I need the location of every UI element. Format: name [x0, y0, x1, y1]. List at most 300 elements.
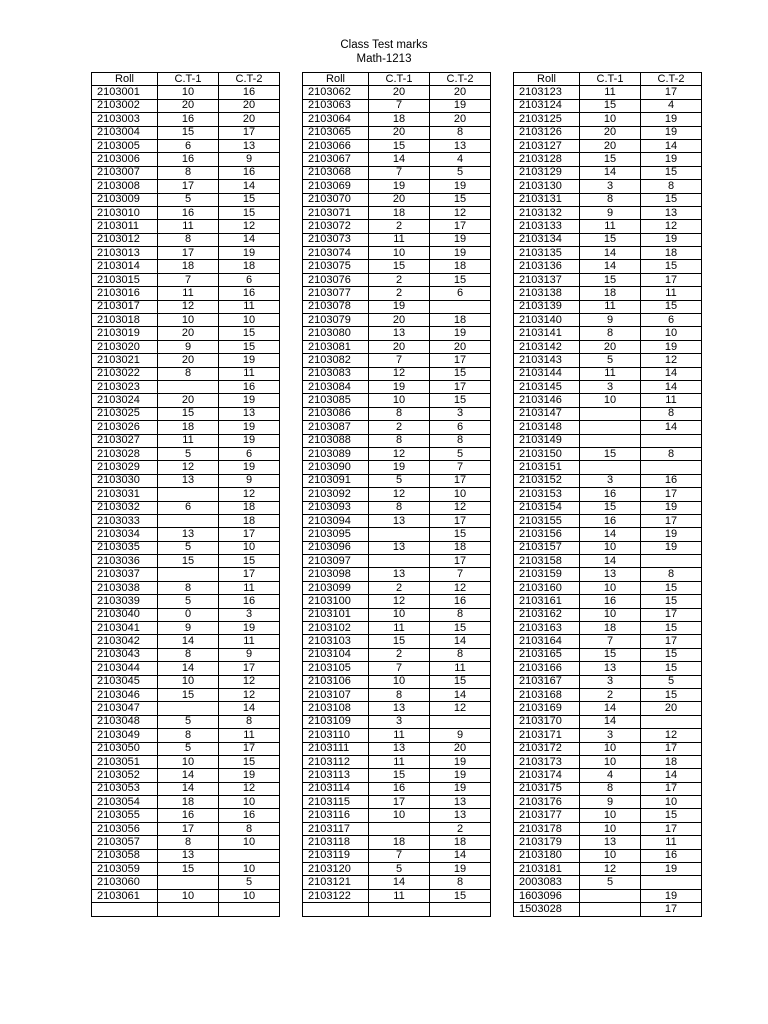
roll-cell: 2103111 — [303, 742, 369, 755]
roll-cell: 2103067 — [303, 153, 369, 166]
ct1-cell: 18 — [158, 796, 219, 809]
roll-cell: 2103086 — [303, 407, 369, 420]
table-row — [92, 648, 280, 661]
ct1-header: C.T-1 — [369, 73, 430, 86]
table-row — [92, 635, 280, 648]
roll-cell: 2103010 — [92, 206, 158, 219]
ct1-cell: 5 — [158, 715, 219, 728]
roll-cell: 2103087 — [303, 421, 369, 434]
roll-cell: 2103100 — [303, 595, 369, 608]
roll-cell: 2103053 — [92, 782, 158, 795]
ct1-cell: 14 — [369, 153, 430, 166]
roll-cell: 2103033 — [92, 514, 158, 527]
table-row — [92, 126, 280, 139]
ct2-cell: 17 — [641, 608, 702, 621]
roll-cell: 2103166 — [514, 662, 580, 675]
roll-cell: 2103093 — [303, 501, 369, 514]
roll-cell: 2103116 — [303, 809, 369, 822]
table-row — [92, 488, 280, 501]
ct2-cell: 18 — [641, 247, 702, 260]
table-row — [303, 407, 491, 420]
table-row — [92, 755, 280, 768]
ct1-cell: 11 — [369, 622, 430, 635]
table-row — [303, 836, 491, 849]
ct2-cell: 12 — [641, 354, 702, 367]
table-row — [303, 876, 491, 889]
ct1-cell: 13 — [158, 528, 219, 541]
ct2-cell: 19 — [430, 863, 491, 876]
ct1-cell — [580, 461, 641, 474]
table-row — [303, 380, 491, 393]
table-row — [514, 367, 702, 380]
ct1-cell: 5 — [158, 541, 219, 554]
ct2-cell: 15 — [430, 394, 491, 407]
roll-cell: 2103083 — [303, 367, 369, 380]
ct1-cell: 15 — [580, 501, 641, 514]
header-row — [92, 73, 280, 86]
roll-cell: 2103047 — [92, 702, 158, 715]
roll-cell: 2103136 — [514, 260, 580, 273]
roll-header: Roll — [514, 73, 580, 86]
roll-cell: 2103144 — [514, 367, 580, 380]
roll-cell: 2103020 — [92, 340, 158, 353]
table-row — [92, 287, 280, 300]
ct1-cell: 15 — [580, 447, 641, 460]
ct2-cell: 19 — [430, 180, 491, 193]
ct2-cell — [219, 903, 280, 916]
ct2-cell: 15 — [430, 367, 491, 380]
roll-cell: 2103098 — [303, 568, 369, 581]
table-row — [303, 755, 491, 768]
ct1-cell: 16 — [580, 488, 641, 501]
ct2-cell: 6 — [641, 314, 702, 327]
roll-cell: 2103110 — [303, 729, 369, 742]
ct1-cell: 12 — [369, 595, 430, 608]
ct1-cell — [158, 488, 219, 501]
table-row — [514, 648, 702, 661]
ct1-cell: 5 — [369, 863, 430, 876]
ct2-cell: 12 — [641, 729, 702, 742]
roll-cell: 2103112 — [303, 755, 369, 768]
ct1-cell: 11 — [158, 287, 219, 300]
ct1-cell: 11 — [369, 233, 430, 246]
ct2-cell: 15 — [641, 688, 702, 701]
table-row — [514, 488, 702, 501]
ct2-cell: 15 — [641, 809, 702, 822]
roll-cell: 2103016 — [92, 287, 158, 300]
ct1-cell: 20 — [580, 126, 641, 139]
table-row — [92, 581, 280, 594]
table-row — [303, 863, 491, 876]
ct2-cell: 13 — [430, 809, 491, 822]
table-row — [514, 608, 702, 621]
ct2-cell: 17 — [219, 742, 280, 755]
roll-cell: 2103132 — [514, 206, 580, 219]
table-row — [303, 139, 491, 152]
ct2-cell — [430, 715, 491, 728]
ct2-cell: 8 — [641, 180, 702, 193]
ct1-cell: 18 — [580, 287, 641, 300]
roll-cell: 2103052 — [92, 769, 158, 782]
roll-cell: 2103101 — [303, 608, 369, 621]
ct1-cell: 20 — [580, 139, 641, 152]
roll-cell: 2103126 — [514, 126, 580, 139]
ct2-cell: 15 — [219, 327, 280, 340]
table-row — [92, 555, 280, 568]
roll-cell: 2103044 — [92, 662, 158, 675]
table-row — [92, 836, 280, 849]
table-row — [303, 635, 491, 648]
roll-cell: 2103036 — [92, 555, 158, 568]
ct2-cell: 12 — [219, 675, 280, 688]
roll-cell: 2103064 — [303, 113, 369, 126]
ct2-cell: 10 — [641, 796, 702, 809]
ct2-cell: 19 — [641, 528, 702, 541]
ct2-cell: 15 — [430, 622, 491, 635]
ct1-cell: 2 — [369, 287, 430, 300]
roll-cell: 2103095 — [303, 528, 369, 541]
table-row — [303, 555, 491, 568]
table-row — [514, 581, 702, 594]
roll-cell: 2103015 — [92, 273, 158, 286]
ct1-cell: 14 — [580, 528, 641, 541]
ct2-cell: 8 — [641, 568, 702, 581]
ct1-cell — [158, 702, 219, 715]
roll-cell: 2103102 — [303, 622, 369, 635]
ct1-cell: 19 — [369, 380, 430, 393]
ct1-cell: 2 — [369, 421, 430, 434]
ct1-cell: 20 — [369, 193, 430, 206]
ct2-cell: 20 — [219, 99, 280, 112]
table-row — [303, 314, 491, 327]
ct2-cell: 4 — [641, 99, 702, 112]
ct2-cell: 15 — [641, 581, 702, 594]
ct2-cell: 8 — [430, 126, 491, 139]
ct2-cell: 8 — [641, 407, 702, 420]
table-row — [303, 367, 491, 380]
ct2-cell: 17 — [219, 528, 280, 541]
ct1-cell: 9 — [580, 314, 641, 327]
roll-cell: 2103141 — [514, 327, 580, 340]
ct2-cell: 3 — [219, 608, 280, 621]
ct1-cell: 15 — [369, 139, 430, 152]
ct1-cell — [580, 407, 641, 420]
table-row — [514, 113, 702, 126]
table-row — [92, 822, 280, 835]
ct2-cell: 17 — [219, 662, 280, 675]
table-row — [92, 541, 280, 554]
ct1-cell: 10 — [580, 394, 641, 407]
table-row — [514, 662, 702, 675]
roll-cell: 2103154 — [514, 501, 580, 514]
ct2-cell: 11 — [219, 581, 280, 594]
ct1-cell: 3 — [580, 380, 641, 393]
ct1-cell: 13 — [369, 568, 430, 581]
table-row — [303, 421, 491, 434]
ct1-cell: 14 — [158, 782, 219, 795]
roll-cell: 2103161 — [514, 595, 580, 608]
ct1-cell: 19 — [369, 461, 430, 474]
ct1-cell: 19 — [369, 180, 430, 193]
table-row — [92, 380, 280, 393]
ct2-cell: 17 — [641, 635, 702, 648]
roll-cell: 2103051 — [92, 755, 158, 768]
ct2-cell: 19 — [219, 247, 280, 260]
table-row — [514, 247, 702, 260]
ct1-cell — [158, 514, 219, 527]
ct2-cell: 15 — [430, 193, 491, 206]
ct2-cell: 15 — [641, 300, 702, 313]
table-row — [92, 461, 280, 474]
table-row — [303, 622, 491, 635]
table-row — [303, 86, 491, 99]
roll-cell: 2103058 — [92, 849, 158, 862]
ct1-cell: 9 — [158, 622, 219, 635]
ct1-cell — [580, 903, 641, 916]
table-row — [514, 314, 702, 327]
roll-cell: 2103117 — [303, 822, 369, 835]
roll-cell: 2103060 — [92, 876, 158, 889]
ct2-cell: 11 — [641, 287, 702, 300]
table-row — [514, 796, 702, 809]
ct2-cell: 8 — [219, 715, 280, 728]
table-row — [92, 622, 280, 635]
roll-cell: 2103142 — [514, 340, 580, 353]
table-row — [303, 447, 491, 460]
roll-cell: 2103096 — [303, 541, 369, 554]
roll-cell: 2103003 — [92, 113, 158, 126]
roll-cell: 2103170 — [514, 715, 580, 728]
table-row — [303, 688, 491, 701]
roll-cell: 2103008 — [92, 180, 158, 193]
table-row — [92, 166, 280, 179]
ct1-cell: 3 — [580, 474, 641, 487]
ct2-cell: 15 — [219, 555, 280, 568]
ct2-cell: 8 — [430, 648, 491, 661]
ct2-cell: 19 — [219, 421, 280, 434]
ct2-cell: 11 — [430, 662, 491, 675]
roll-cell — [92, 903, 158, 916]
roll-cell: 2103068 — [303, 166, 369, 179]
roll-cell: 2103145 — [514, 380, 580, 393]
ct1-cell: 15 — [580, 273, 641, 286]
ct1-cell: 18 — [158, 260, 219, 273]
table-row — [303, 394, 491, 407]
ct1-cell: 7 — [369, 849, 430, 862]
marks-table-1 — [91, 72, 280, 917]
roll-cell: 2103174 — [514, 769, 580, 782]
roll-cell: 2103179 — [514, 836, 580, 849]
roll-cell: 2103146 — [514, 394, 580, 407]
table-row — [514, 139, 702, 152]
ct2-cell: 14 — [219, 702, 280, 715]
table-row — [92, 568, 280, 581]
roll-cell: 2103122 — [303, 889, 369, 902]
ct1-cell: 5 — [158, 595, 219, 608]
ct1-cell: 20 — [580, 340, 641, 353]
ct1-cell: 11 — [369, 889, 430, 902]
roll-cell: 2103115 — [303, 796, 369, 809]
ct1-cell: 15 — [369, 635, 430, 648]
ct2-header: C.T-2 — [219, 73, 280, 86]
table-row — [303, 501, 491, 514]
table-row — [514, 153, 702, 166]
table-row — [303, 474, 491, 487]
table-row — [514, 206, 702, 219]
roll-cell: 2103079 — [303, 314, 369, 327]
table-row — [303, 153, 491, 166]
ct2-cell: 14 — [641, 139, 702, 152]
roll-cell: 2103163 — [514, 622, 580, 635]
ct2-cell: 15 — [641, 595, 702, 608]
ct1-cell: 5 — [158, 742, 219, 755]
ct1-cell: 0 — [158, 608, 219, 621]
table-row — [303, 903, 491, 916]
ct1-cell: 14 — [158, 635, 219, 648]
ct1-cell: 3 — [580, 180, 641, 193]
ct1-cell: 10 — [158, 889, 219, 902]
ct2-cell: 17 — [641, 488, 702, 501]
ct2-cell — [219, 849, 280, 862]
ct2-cell: 5 — [641, 675, 702, 688]
ct2-cell: 16 — [219, 380, 280, 393]
ct1-cell: 13 — [369, 702, 430, 715]
ct2-header: C.T-2 — [641, 73, 702, 86]
ct1-cell: 17 — [369, 796, 430, 809]
roll-cell: 2103002 — [92, 99, 158, 112]
ct1-cell: 5 — [580, 876, 641, 889]
ct2-cell: 16 — [219, 595, 280, 608]
ct2-cell: 14 — [430, 849, 491, 862]
ct2-cell: 9 — [219, 474, 280, 487]
roll-cell: 2103070 — [303, 193, 369, 206]
header-row — [514, 73, 702, 86]
ct1-cell: 18 — [369, 836, 430, 849]
ct2-cell: 12 — [641, 220, 702, 233]
roll-cell: 2103027 — [92, 434, 158, 447]
roll-cell: 2103147 — [514, 407, 580, 420]
ct1-cell: 10 — [369, 394, 430, 407]
table-row — [514, 863, 702, 876]
ct2-cell: 18 — [219, 514, 280, 527]
ct1-cell: 8 — [580, 193, 641, 206]
roll-cell: 2103024 — [92, 394, 158, 407]
table-row — [514, 193, 702, 206]
ct1-cell: 10 — [369, 608, 430, 621]
roll-cell: 2103107 — [303, 688, 369, 701]
roll-cell: 2103065 — [303, 126, 369, 139]
table-row — [92, 863, 280, 876]
table-row — [303, 675, 491, 688]
ct1-cell: 14 — [158, 662, 219, 675]
ct1-cell: 10 — [580, 742, 641, 755]
table-row — [303, 769, 491, 782]
ct2-cell: 19 — [641, 113, 702, 126]
roll-cell: 2103014 — [92, 260, 158, 273]
ct1-cell: 10 — [369, 247, 430, 260]
table-row — [92, 314, 280, 327]
roll-cell: 2103071 — [303, 206, 369, 219]
table-row — [92, 796, 280, 809]
table-row — [514, 300, 702, 313]
ct1-cell: 8 — [158, 367, 219, 380]
table-row — [303, 434, 491, 447]
roll-cell: 1603096 — [514, 889, 580, 902]
ct2-cell: 14 — [430, 635, 491, 648]
ct2-cell: 19 — [641, 501, 702, 514]
ct2-cell: 9 — [219, 648, 280, 661]
table-row — [303, 595, 491, 608]
ct2-cell: 8 — [641, 447, 702, 460]
roll-cell: 2103084 — [303, 380, 369, 393]
ct2-cell: 17 — [641, 822, 702, 835]
ct2-cell: 17 — [219, 126, 280, 139]
ct2-cell: 5 — [430, 166, 491, 179]
table-row — [514, 528, 702, 541]
ct2-cell: 18 — [430, 260, 491, 273]
ct1-cell: 17 — [158, 247, 219, 260]
ct2-cell: 11 — [219, 729, 280, 742]
ct2-cell: 20 — [430, 340, 491, 353]
roll-cell: 2103103 — [303, 635, 369, 648]
table-row — [92, 702, 280, 715]
ct1-cell: 13 — [158, 474, 219, 487]
table-row — [303, 99, 491, 112]
ct1-cell: 12 — [580, 863, 641, 876]
roll-cell: 2103009 — [92, 193, 158, 206]
ct2-cell: 18 — [219, 260, 280, 273]
table-row — [303, 541, 491, 554]
roll-cell: 2103158 — [514, 555, 580, 568]
course-code: Math-1213 — [356, 53, 412, 65]
ct1-cell: 2 — [580, 688, 641, 701]
table-row — [514, 555, 702, 568]
table-row — [514, 755, 702, 768]
roll-cell: 2103043 — [92, 648, 158, 661]
ct1-cell: 15 — [580, 648, 641, 661]
ct2-cell: 6 — [430, 287, 491, 300]
ct1-cell: 2 — [369, 220, 430, 233]
ct1-cell: 10 — [580, 822, 641, 835]
ct1-cell: 16 — [158, 153, 219, 166]
ct2-cell — [641, 555, 702, 568]
ct2-cell: 4 — [430, 153, 491, 166]
ct2-cell: 17 — [430, 220, 491, 233]
table-row — [303, 461, 491, 474]
ct2-cell: 13 — [219, 407, 280, 420]
ct1-cell: 7 — [369, 662, 430, 675]
table-row — [92, 849, 280, 862]
roll-cell: 2103069 — [303, 180, 369, 193]
table-row — [303, 193, 491, 206]
ct1-cell: 7 — [369, 166, 430, 179]
ct1-cell: 15 — [158, 863, 219, 876]
ct2-cell: 19 — [219, 461, 280, 474]
ct2-cell: 15 — [430, 273, 491, 286]
roll-cell: 2103167 — [514, 675, 580, 688]
ct1-cell: 14 — [369, 876, 430, 889]
roll-cell: 2103120 — [303, 863, 369, 876]
roll-cell: 2103034 — [92, 528, 158, 541]
ct2-cell: 14 — [219, 233, 280, 246]
table-row — [92, 501, 280, 514]
ct1-cell: 20 — [369, 314, 430, 327]
ct2-cell: 17 — [641, 273, 702, 286]
ct1-cell: 14 — [580, 166, 641, 179]
table-row — [92, 233, 280, 246]
ct1-cell — [369, 555, 430, 568]
table-row — [92, 434, 280, 447]
